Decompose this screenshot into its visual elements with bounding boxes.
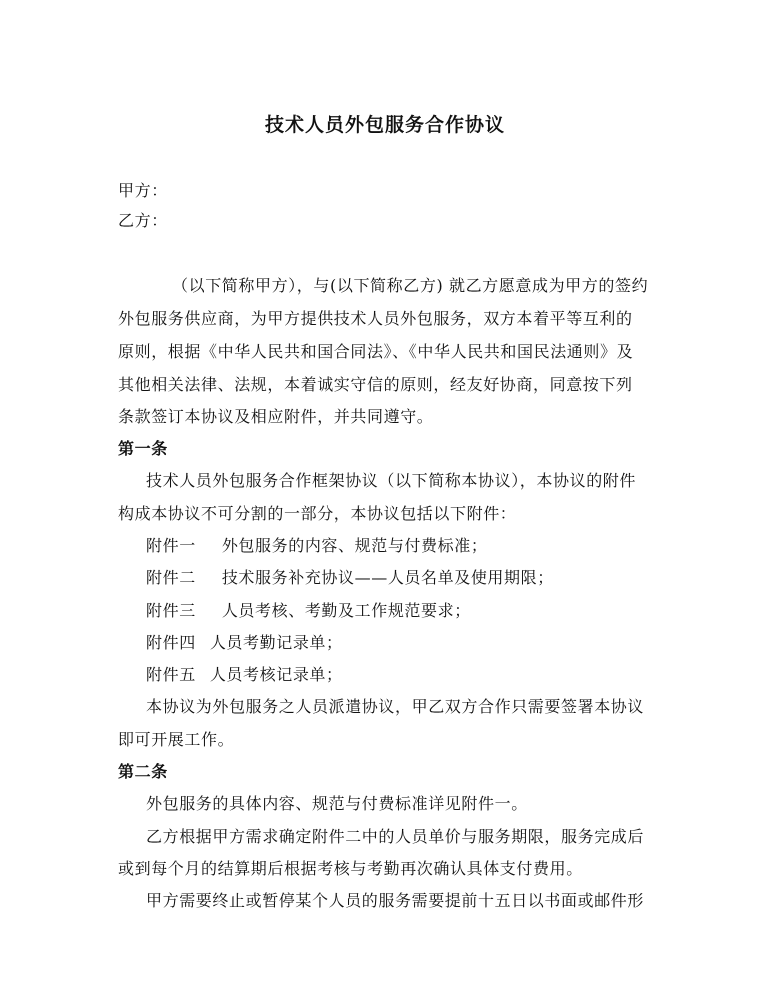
preamble-line-3: 原则，根据《中华人民共和国合同法》、《中华人民共和国民法通则》及	[118, 342, 634, 361]
preamble-line-1: （以下简称甲方），与(以下简称乙方) 就乙方愿意成为甲方的签约	[172, 276, 649, 295]
annex-label: 附件五	[146, 665, 196, 684]
annex-item	[146, 664, 726, 686]
article-1-intro-line-1: 技术人员外包服务合作框架协议（以下简称本协议），本协议的附件	[146, 471, 637, 490]
annex-item	[146, 535, 726, 557]
annex-item	[146, 600, 726, 622]
preamble-line-5: 条款签订本协议及相应附件，并共同遵守。	[118, 407, 434, 426]
annex-desc: 技术服务补充协议——人员名单及使用期限；	[221, 568, 554, 587]
party-a-line: 甲方：	[118, 181, 168, 200]
annex-label: 附件四	[146, 633, 196, 652]
annex-label: 附件二	[146, 568, 196, 587]
preamble-line-4: 其他相关法律、法规，本着诚实守信的原则，经友好协商，同意按下列	[118, 375, 633, 394]
annex-item	[146, 567, 726, 589]
preamble-line-2: 外包服务供应商，为甲方提供技术人员外包服务，双方本着平等互利的	[118, 309, 633, 328]
annex-desc: 人员考勤记录单；	[209, 633, 343, 652]
article-2-para-3: 甲方需要终止或暂停某个人员的服务需要提前十五日以书面或邮件形	[146, 891, 645, 910]
annex-item	[146, 632, 726, 654]
article-1-intro-line-2: 构成本协议不可分割的一部分，本协议包括以下附件：	[118, 504, 517, 523]
party-b-line: 乙方：	[118, 211, 168, 230]
annex-label: 附件三	[146, 601, 196, 620]
document-title: 技术人员外包服务合作协议	[264, 114, 505, 136]
annex-desc: 人员考核、考勤及工作规范要求；	[221, 601, 471, 620]
annex-desc: 人员考核记录单；	[209, 665, 343, 684]
annex-label: 附件一	[146, 536, 196, 555]
article-1-closing-line-1: 本协议为外包服务之人员派遣协议，甲乙双方合作只需要签署本协议	[146, 697, 645, 716]
article-2-heading: 第二条	[118, 762, 168, 781]
article-2-para-2-line-1: 乙方根据甲方需求确定附件二中的人员单价与服务期限，服务完成后	[146, 827, 645, 846]
annex-desc: 外包服务的内容、规范与付费标准；	[221, 536, 488, 555]
article-2-para-1: 外包服务的具体内容、规范与付费标准详见附件一。	[146, 794, 528, 813]
article-1-heading: 第一条	[118, 439, 168, 458]
article-1-closing-line-2: 即可开展工作。	[118, 730, 235, 749]
article-2-para-2-line-2: 或到每个月的结算期后根据考核与考勤再次确认具体支付费用。	[118, 859, 583, 878]
